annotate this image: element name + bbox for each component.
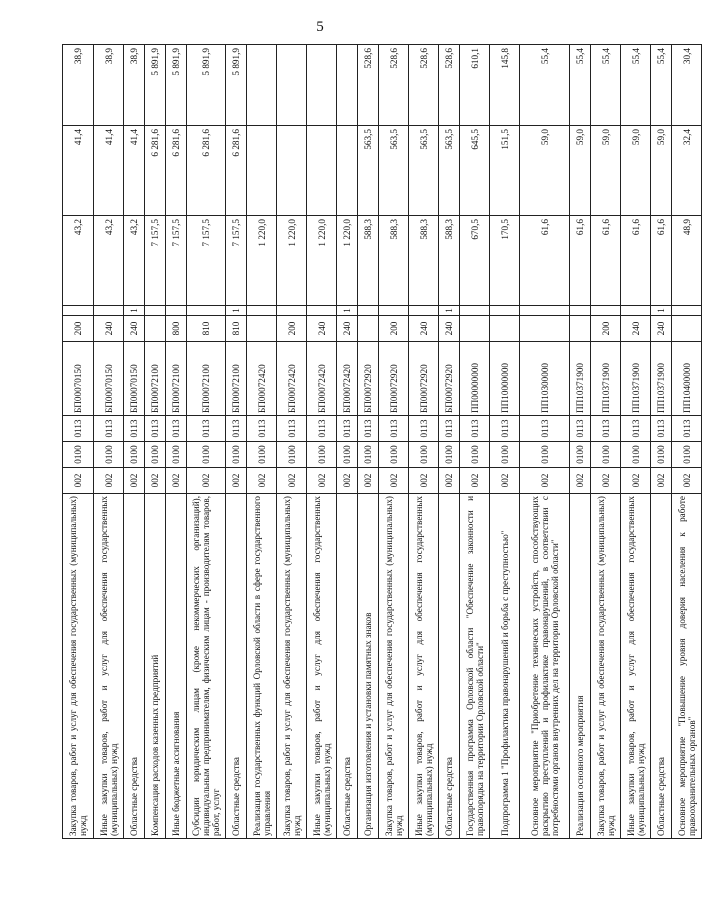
expense-type-cell: 240 [307,316,337,342]
subsection-code-cell: 0113 [94,416,124,442]
amount-year1-cell: 7 157,5 [145,216,166,306]
ved-code-cell: 002 [651,468,672,494]
amount-year3-cell: 38,9 [124,45,145,126]
amount-year1-cell: 43,2 [124,216,145,306]
target-article-cell: БП00070150 [94,342,124,416]
subsection-code-cell: 0113 [490,416,520,442]
target-article-cell: БП00072100 [166,342,187,416]
row-name-cell: Иные закупки товаров, работ и услуг для обеспечения государственных (муниципальных) нужд [94,494,124,839]
amount-year2-cell: 645,5 [460,126,490,216]
expense-type-cell: 240 [651,316,672,342]
amount-year3-cell: 55,4 [621,45,651,126]
amount-year2-cell: 6 281,6 [226,126,247,216]
table-row [409,45,439,839]
amount-year1-cell: 48,9 [672,216,702,306]
target-article-cell: БП00072420 [337,342,358,416]
amount-year2-cell: 563,5 [409,126,439,216]
table-row [124,45,145,839]
source-mark-cell: 1 [124,306,145,316]
amount-year3-cell: 528,6 [379,45,409,126]
amount-year1-cell: 588,3 [409,216,439,306]
subsection-code-cell: 0113 [379,416,409,442]
source-mark-cell [460,306,490,316]
subsection-code-cell: 0113 [591,416,621,442]
amount-year3-cell: 145,8 [490,45,520,126]
amount-year1-cell: 7 157,5 [166,216,187,306]
budget-table [62,44,702,839]
section-code-cell: 0100 [621,442,651,468]
source-mark-cell [166,306,187,316]
amount-year1-cell: 7 157,5 [226,216,247,306]
ved-code-cell: 002 [520,468,570,494]
source-mark-cell [621,306,651,316]
row-name-cell: Областные средства [337,494,358,839]
amount-year3-cell: 5 891,9 [166,45,187,126]
amount-year3-cell: 5 891,9 [226,45,247,126]
source-mark-cell [187,306,226,316]
row-name-cell: Иные закупки товаров, работ и услуг для обеспечения государственных (муниципальных) нужд [621,494,651,839]
section-code-cell: 0100 [337,442,358,468]
row-name-cell: Закупка товаров, работ и услуг для обеспечения государственных (муниципальных) нужд [63,494,94,839]
source-mark-cell: 1 [651,306,672,316]
source-mark-cell [490,306,520,316]
subsection-code-cell: 0113 [621,416,651,442]
target-article-cell: БП00072100 [187,342,226,416]
source-mark-cell [94,306,124,316]
table-row [337,45,358,839]
target-article-cell: БП00072420 [277,342,307,416]
section-code-cell: 0100 [520,442,570,468]
amount-year3-cell: 528,6 [409,45,439,126]
row-name-cell: Подпрограмма 1 "Профилактика правонарушений и борьба с преступностью" [490,494,520,839]
target-article-cell: БП00072920 [409,342,439,416]
amount-year2-cell: 59,0 [520,126,570,216]
section-code-cell: 0100 [94,442,124,468]
section-code-cell: 0100 [570,442,591,468]
target-article-cell: БП00072920 [439,342,460,416]
amount-year3-cell: 610,1 [460,45,490,126]
ved-code-cell: 002 [124,468,145,494]
row-name-cell: Иные бюджетные ассигнования [166,494,187,839]
amount-year3-cell: 38,9 [94,45,124,126]
amount-year1-cell: 61,6 [621,216,651,306]
ved-code-cell: 002 [591,468,621,494]
target-article-cell: ПП10000000 [490,342,520,416]
amount-year1-cell: 588,3 [379,216,409,306]
target-article-cell: ПП10371900 [651,342,672,416]
ved-code-cell: 002 [166,468,187,494]
amount-year3-cell [277,45,307,126]
row-name-cell: Областные средства [651,494,672,839]
subsection-code-cell: 0113 [124,416,145,442]
table-row [166,45,187,839]
amount-year1-cell: 7 157,5 [187,216,226,306]
subsection-code-cell: 0113 [307,416,337,442]
table-row [94,45,124,839]
subsection-code-cell: 0113 [166,416,187,442]
subsection-code-cell: 0113 [145,416,166,442]
ved-code-cell: 002 [226,468,247,494]
row-name-cell: Государственная программа Орловской области "Обеспечение законности и правопорядка на территории Орловской области" [460,494,490,839]
row-name-cell: Субсидии юридическим лицам (кроме некоммерческих организаций), индивидуальным предпринимателям, физическим лицам - производителям товаров, работ, услуг [187,494,226,839]
amount-year2-cell: 41,4 [63,126,94,216]
section-code-cell: 0100 [166,442,187,468]
subsection-code-cell: 0113 [672,416,702,442]
amount-year1-cell: 43,2 [94,216,124,306]
table-row [307,45,337,839]
target-article-cell: БП00070150 [124,342,145,416]
amount-year1-cell: 1 220,0 [247,216,277,306]
table-row [439,45,460,839]
amount-year3-cell: 55,4 [520,45,570,126]
ved-code-cell: 002 [307,468,337,494]
subsection-code-cell: 0113 [358,416,379,442]
ved-code-cell: 002 [94,468,124,494]
source-mark-cell [145,306,166,316]
row-name-cell: Областные средства [226,494,247,839]
amount-year3-cell: 5 891,9 [187,45,226,126]
section-code-cell: 0100 [358,442,379,468]
amount-year1-cell: 61,6 [570,216,591,306]
ved-code-cell: 002 [672,468,702,494]
subsection-code-cell: 0113 [460,416,490,442]
amount-year2-cell: 59,0 [591,126,621,216]
expense-type-cell [570,316,591,342]
ved-code-cell: 002 [409,468,439,494]
ved-code-cell: 002 [570,468,591,494]
source-mark-cell [307,306,337,316]
subsection-code-cell: 0113 [439,416,460,442]
ved-code-cell: 002 [358,468,379,494]
rotated-table-container [62,45,697,839]
subsection-code-cell: 0113 [226,416,247,442]
table-row [187,45,226,839]
amount-year2-cell: 59,0 [570,126,591,216]
amount-year1-cell: 588,3 [358,216,379,306]
target-article-cell: БП00070150 [63,342,94,416]
target-article-cell: ПП00000000 [460,342,490,416]
amount-year2-cell: 59,0 [651,126,672,216]
row-name-cell: Реализация государственных функций Орловской области в сфере государственного управления [247,494,277,839]
section-code-cell: 0100 [490,442,520,468]
source-mark-cell: 1 [226,306,247,316]
table-row [460,45,490,839]
page-number: 5 [316,19,324,35]
amount-year1-cell: 670,5 [460,216,490,306]
source-mark-cell [358,306,379,316]
ved-code-cell: 002 [277,468,307,494]
source-mark-cell [591,306,621,316]
section-code-cell: 0100 [379,442,409,468]
row-name-cell: Иные закупки товаров, работ и услуг для обеспечения государственных (муниципальных) нужд [409,494,439,839]
section-code-cell: 0100 [307,442,337,468]
amount-year1-cell: 43,2 [63,216,94,306]
amount-year3-cell: 38,9 [63,45,94,126]
subsection-code-cell: 0113 [570,416,591,442]
ved-code-cell: 002 [187,468,226,494]
target-article-cell: ПП10371900 [570,342,591,416]
subsection-code-cell: 0113 [63,416,94,442]
subsection-code-cell: 0113 [651,416,672,442]
section-code-cell: 0100 [145,442,166,468]
table-row [591,45,621,839]
amount-year1-cell: 588,3 [439,216,460,306]
row-name-cell: Организация изготовления и установки памятных знаков [358,494,379,839]
amount-year2-cell: 6 281,6 [145,126,166,216]
section-code-cell: 0100 [226,442,247,468]
amount-year2-cell [307,126,337,216]
source-mark-cell [247,306,277,316]
expense-type-cell: 200 [277,316,307,342]
ved-code-cell: 002 [439,468,460,494]
amount-year2-cell: 6 281,6 [166,126,187,216]
section-code-cell: 0100 [124,442,145,468]
row-name-cell: Основное мероприятие "Приобретение технических устройств, способствующих раскрытию преступлений и профилактике правонарушений, в соответствии с потребностями органов внутренних дел на территории Орловской области" [520,494,570,839]
subsection-code-cell: 0113 [520,416,570,442]
amount-year1-cell: 1 220,0 [307,216,337,306]
ved-code-cell: 002 [379,468,409,494]
amount-year2-cell [337,126,358,216]
table-row [63,45,94,839]
section-code-cell: 0100 [187,442,226,468]
amount-year1-cell: 61,6 [591,216,621,306]
source-mark-cell [672,306,702,316]
amount-year2-cell [247,126,277,216]
amount-year1-cell: 170,5 [490,216,520,306]
ved-code-cell: 002 [621,468,651,494]
subsection-code-cell: 0113 [187,416,226,442]
table-row [247,45,277,839]
section-code-cell: 0100 [591,442,621,468]
subsection-code-cell: 0113 [409,416,439,442]
target-article-cell: ПП10300000 [520,342,570,416]
amount-year1-cell: 61,6 [651,216,672,306]
subsection-code-cell: 0113 [337,416,358,442]
amount-year1-cell: 61,6 [520,216,570,306]
expense-type-cell: 240 [409,316,439,342]
amount-year2-cell [277,126,307,216]
target-article-cell: БП00072920 [358,342,379,416]
amount-year1-cell: 1 220,0 [277,216,307,306]
row-name-cell: Реализация основного мероприятия [570,494,591,839]
expense-type-cell [145,316,166,342]
amount-year2-cell: 563,5 [439,126,460,216]
amount-year3-cell: 55,4 [651,45,672,126]
ved-code-cell: 002 [490,468,520,494]
source-mark-cell [277,306,307,316]
table-row [226,45,247,839]
expense-type-cell [672,316,702,342]
section-code-cell: 0100 [63,442,94,468]
amount-year2-cell: 151,5 [490,126,520,216]
amount-year2-cell: 41,4 [124,126,145,216]
expense-type-cell: 200 [591,316,621,342]
amount-year2-cell: 59,0 [621,126,651,216]
table-row [277,45,307,839]
row-name-cell: Закупка товаров, работ и услуг для обеспечения государственных (муниципальных) нужд [277,494,307,839]
expense-type-cell: 240 [124,316,145,342]
row-name-cell: Иные закупки товаров, работ и услуг для обеспечения государственных (муниципальных) нужд [307,494,337,839]
amount-year3-cell: 55,4 [570,45,591,126]
expense-type-cell: 240 [439,316,460,342]
amount-year2-cell: 563,5 [379,126,409,216]
expense-type-cell [520,316,570,342]
source-mark-cell: 1 [337,306,358,316]
subsection-code-cell: 0113 [247,416,277,442]
expense-type-cell: 200 [379,316,409,342]
expense-type-cell: 810 [226,316,247,342]
expense-type-cell: 240 [337,316,358,342]
row-name-cell: Областные средства [439,494,460,839]
expense-type-cell [490,316,520,342]
source-mark-cell [520,306,570,316]
row-name-cell: Закупка товаров, работ и услуг для обеспечения государственных (муниципальных) нужд [591,494,621,839]
expense-type-cell: 240 [621,316,651,342]
table-row [570,45,591,839]
section-code-cell: 0100 [460,442,490,468]
amount-year2-cell: 32,4 [672,126,702,216]
ved-code-cell: 002 [460,468,490,494]
target-article-cell: ПП10371900 [621,342,651,416]
amount-year2-cell: 6 281,6 [187,126,226,216]
section-code-cell: 0100 [277,442,307,468]
amount-year3-cell: 30,4 [672,45,702,126]
expense-type-cell [358,316,379,342]
table-row [520,45,570,839]
table-row [651,45,672,839]
amount-year3-cell [247,45,277,126]
row-name-cell: Основное мероприятие "Повышение уровня доверия населения к работе правоохранительных органов" [672,494,702,839]
row-name-cell: Закупка товаров, работ и услуг для обеспечения государственных (муниципальных) нужд [379,494,409,839]
amount-year2-cell: 563,5 [358,126,379,216]
target-article-cell: БП00072420 [247,342,277,416]
source-mark-cell [63,306,94,316]
row-name-cell: Областные средства [124,494,145,839]
target-article-cell: БП00072920 [379,342,409,416]
expense-type-cell: 800 [166,316,187,342]
table-row [490,45,520,839]
table-row [358,45,379,839]
amount-year3-cell: 55,4 [591,45,621,126]
subsection-code-cell: 0113 [277,416,307,442]
table-row [145,45,166,839]
section-code-cell: 0100 [409,442,439,468]
source-mark-cell [379,306,409,316]
table-row [379,45,409,839]
target-article-cell: ПП10371900 [591,342,621,416]
expense-type-cell: 240 [94,316,124,342]
amount-year3-cell [337,45,358,126]
ved-code-cell: 002 [247,468,277,494]
section-code-cell: 0100 [651,442,672,468]
ved-code-cell: 002 [145,468,166,494]
ved-code-cell: 002 [337,468,358,494]
amount-year1-cell: 1 220,0 [337,216,358,306]
target-article-cell: БП00072420 [307,342,337,416]
source-mark-cell [570,306,591,316]
source-mark-cell [409,306,439,316]
amount-year3-cell: 528,6 [439,45,460,126]
source-mark-cell: 1 [439,306,460,316]
section-code-cell: 0100 [672,442,702,468]
target-article-cell: ПП10400000 [672,342,702,416]
amount-year3-cell: 5 891,9 [145,45,166,126]
section-code-cell: 0100 [247,442,277,468]
expense-type-cell [247,316,277,342]
table-row [672,45,702,839]
table-body [63,45,702,839]
amount-year3-cell: 528,6 [358,45,379,126]
target-article-cell: БП00072100 [145,342,166,416]
expense-type-cell: 810 [187,316,226,342]
section-code-cell: 0100 [439,442,460,468]
expense-type-cell: 200 [63,316,94,342]
expense-type-cell [460,316,490,342]
target-article-cell: БП00072100 [226,342,247,416]
amount-year2-cell: 41,4 [94,126,124,216]
amount-year3-cell [307,45,337,126]
ved-code-cell: 002 [63,468,94,494]
table-row [621,45,651,839]
row-name-cell: Компенсация расходов казенных предприятий [145,494,166,839]
